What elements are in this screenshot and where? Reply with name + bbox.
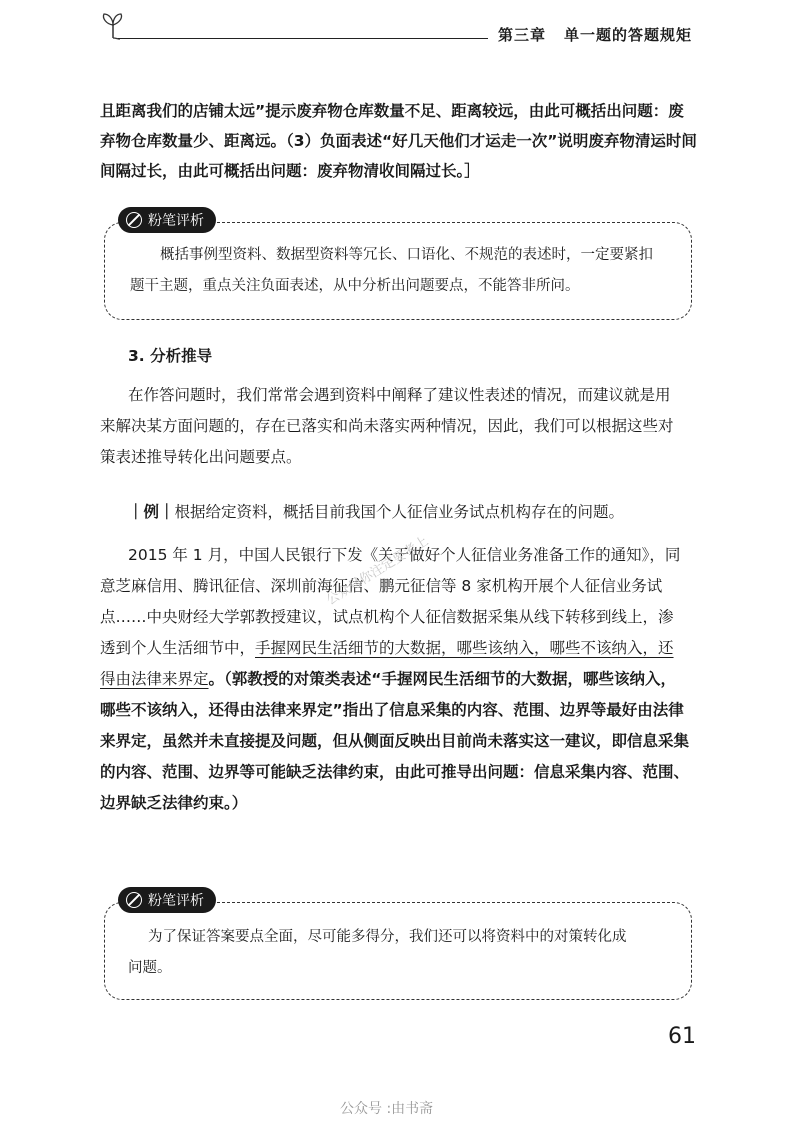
header-rule bbox=[118, 38, 488, 39]
text-line: 来解决某方面问题的，存在已落实和尚未落实两种情况，因此，我们可以根据这些对 bbox=[100, 417, 674, 435]
watermark: 公众号你注定要考上 bbox=[323, 533, 432, 609]
analysis-text: 。（郭教授的对策类表述“手握网民生活细节的大数据，哪些该纳入， bbox=[208, 670, 676, 688]
sprout-icon bbox=[96, 8, 130, 42]
example-analysis bbox=[100, 695, 700, 819]
text-line: 弃物仓库数量少、距离远。（3）负面表述“好几天他们才运走一次”说明废弃物清运时间 bbox=[100, 132, 697, 150]
text-line: 且距离我们的店铺太远”提示废弃物仓库数量不足、距离较远，由此可概括出问题：废 bbox=[100, 102, 684, 120]
text-line: 2015 年 1 月，中国人民银行下发《关于做好个人征信业务准备工作的通知》，同 bbox=[128, 546, 681, 564]
example-mark: ｜例｜ bbox=[128, 503, 175, 521]
text-line: 边界缺乏法律约束。） bbox=[100, 794, 248, 812]
text-line: 概括事例型资料、数据型资料等冗长、口语化、不规范的表述时，一定要紧扣 bbox=[160, 247, 653, 263]
note-tag-label: 粉笔评析 bbox=[148, 213, 204, 229]
section-heading: 3. 分析推导 bbox=[128, 347, 213, 365]
example-question bbox=[128, 500, 698, 525]
text-span: 透到个人生活细节中， bbox=[100, 639, 256, 657]
underlined-text: 手握网民生活细节的大数据，哪些该纳入，哪些不该纳入，还 bbox=[255, 639, 674, 657]
text-line: 意芝麻信用、腾讯征信、深圳前海征信、鹏元征信等 8 家机构开展个人征信业务试 bbox=[100, 577, 663, 595]
underlined-text: 得由法律来界定 bbox=[100, 670, 209, 688]
chapter-title: 单一题的答题规矩 bbox=[564, 26, 693, 44]
page-number: 61 bbox=[668, 1024, 696, 1049]
intro-paragraph bbox=[100, 96, 700, 186]
pen-icon bbox=[126, 212, 142, 228]
text-line: 点……中央财经大学郭教授建议，试点机构个人征信数据采集从线下转移到线上，渗 bbox=[100, 608, 674, 626]
text-line bbox=[100, 664, 700, 695]
text-line: 哪些不该纳入，还得由法律来界定”指出了信息采集的内容、范围、边界等最好由法律 bbox=[100, 701, 684, 719]
pen-icon bbox=[126, 892, 142, 908]
note-text bbox=[128, 922, 678, 984]
text-line: 问题。 bbox=[128, 960, 172, 976]
question-text: 根据给定资料，概括目前我国个人征信业务试点机构存在的问题。 bbox=[174, 503, 625, 521]
running-header bbox=[498, 24, 710, 45]
note-tag bbox=[118, 207, 216, 233]
text-line: 为了保证答案要点全面，尽可能多得分，我们还可以将资料中的对策转化成 bbox=[148, 929, 627, 945]
footer-watermark: 公众号 :由书斋 bbox=[340, 1101, 434, 1117]
text-line: 策表述推导转化出问题要点。 bbox=[100, 448, 302, 466]
note-text bbox=[130, 240, 680, 302]
section-paragraph bbox=[100, 380, 700, 473]
note-tag bbox=[118, 887, 216, 913]
text-line: 间隔过长，由此可概括出问题：废弃物清收间隔过长。］ bbox=[100, 162, 480, 180]
text-line: 题干主题，重点关注负面表述，从中分析出问题要点，不能答非所问。 bbox=[130, 278, 580, 294]
note-tag-label: 粉笔评析 bbox=[148, 893, 204, 909]
text-line bbox=[100, 633, 700, 664]
chapter-label: 第三章 bbox=[498, 26, 547, 44]
text-line: 的内容、范围、边界等可能缺乏法律约束，由此可推导出问题：信息采集内容、范围、 bbox=[100, 763, 690, 781]
text-line: 来界定，虽然并未直接提及问题，但从侧面反映出目前尚未落实这一建议，即信息采集 bbox=[100, 732, 690, 750]
text-line: 在作答问题时，我们常常会遇到资料中阐释了建议性表述的情况，而建议就是用 bbox=[128, 386, 671, 404]
